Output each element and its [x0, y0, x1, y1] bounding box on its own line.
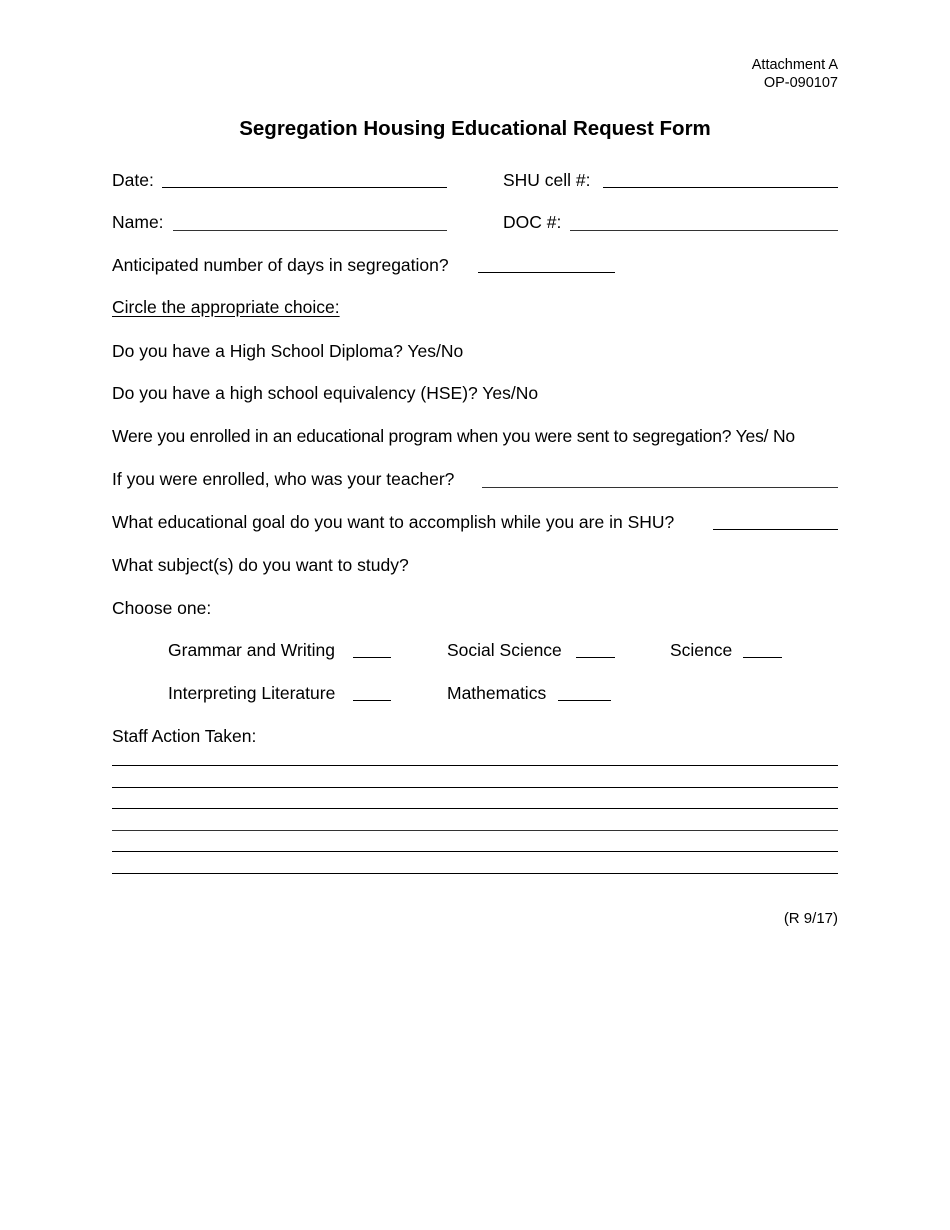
choose-label: Choose one: [112, 598, 212, 618]
form-code: OP-090107 [763, 75, 838, 91]
teacher-question: If you were enrolled, who was your teacher? [112, 469, 455, 489]
staff-action-line[interactable] [112, 765, 838, 766]
diploma-question: Do you have a High School Diploma? Yes/No [112, 341, 464, 361]
subject-mathematics-label: Mathematics [447, 683, 547, 703]
staff-action-line[interactable] [112, 830, 838, 831]
subject-science-blank[interactable] [743, 657, 782, 658]
staff-action-line[interactable] [112, 851, 838, 852]
doc-field[interactable] [570, 230, 838, 231]
subject-science-label: Science [670, 640, 733, 660]
name-field[interactable] [173, 230, 447, 231]
date-label: Date: [112, 170, 154, 190]
name-label: Name: [112, 212, 164, 232]
revision-note: (R 9/17) [783, 910, 838, 927]
hse-question: Do you have a high school equivalency (HSE)? Yes/No [112, 383, 539, 403]
doc-label: DOC #: [503, 212, 562, 232]
attachment-label: Attachment A [751, 57, 838, 73]
days-field[interactable] [478, 272, 615, 273]
days-label: Anticipated number of days in segregation? [112, 255, 449, 275]
teacher-field[interactable] [482, 487, 838, 488]
page-title: Segregation Housing Educational Request Form [239, 117, 711, 140]
staff-action-line[interactable] [112, 808, 838, 809]
staff-action-line[interactable] [112, 873, 838, 874]
subject-social-science-label: Social Science [447, 640, 562, 660]
subject-social-science-blank[interactable] [576, 657, 615, 658]
subject-grammar-label: Grammar and Writing [168, 640, 335, 660]
goal-question: What educational goal do you want to accomplish while you are in SHU? [112, 512, 675, 532]
enrolled-question: Were you enrolled in an educational program when you were sent to segregation? Yes/ No [112, 426, 795, 446]
instructions: Circle the appropriate choice: [112, 297, 340, 317]
subject-literature-blank[interactable] [353, 700, 391, 701]
subject-grammar-blank[interactable] [353, 657, 391, 658]
shu-cell-field[interactable] [603, 187, 838, 188]
shu-cell-label: SHU cell #: [503, 170, 591, 190]
subject-mathematics-blank[interactable] [558, 700, 611, 701]
subject-literature-label: Interpreting Literature [168, 683, 336, 703]
goal-field[interactable] [713, 529, 838, 530]
staff-action-line[interactable] [112, 787, 838, 788]
subjects-question: What subject(s) do you want to study? [112, 555, 409, 575]
staff-action-label: Staff Action Taken: [112, 726, 257, 746]
date-field[interactable] [162, 187, 447, 188]
